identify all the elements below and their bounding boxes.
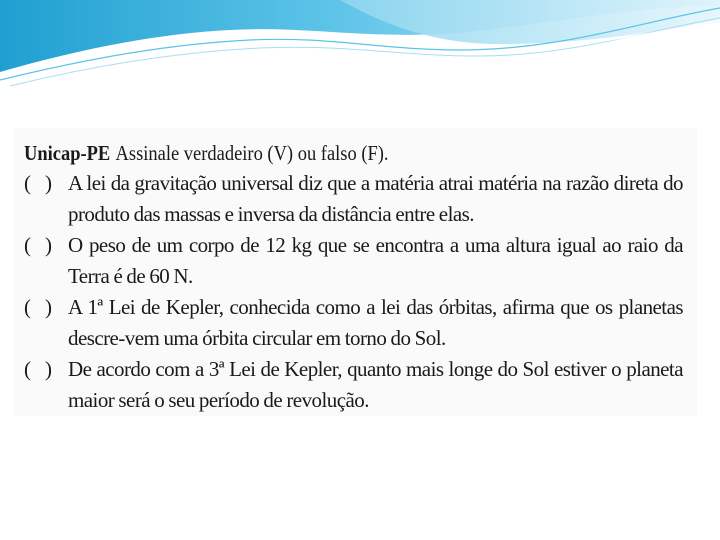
statement-item bbox=[24, 292, 689, 354]
answer-blank-target[interactable] bbox=[30, 173, 44, 193]
answer-blank-target[interactable] bbox=[30, 359, 44, 379]
question-header bbox=[24, 138, 609, 168]
question-prompt: Assinale verdadeiro (V) ou falso (F). bbox=[115, 141, 389, 165]
blank-close-paren: ) bbox=[45, 295, 52, 319]
statement-item bbox=[24, 168, 689, 230]
blank-close-paren: ) bbox=[45, 233, 52, 257]
statement-text: O peso de um corpo de 12 kg que se encontra a uma altura igual ao raio da Terra é de 60 N. bbox=[68, 233, 683, 288]
blank-close-paren: ) bbox=[45, 357, 52, 381]
statement-text: De acordo com a 3ª Lei de Kepler, quanto mais longe do Sol estiver o planeta maior será o seu período de revolução. bbox=[68, 357, 683, 412]
answer-blank bbox=[24, 168, 68, 199]
answer-blank-target[interactable] bbox=[30, 235, 44, 255]
blank-close-paren: ) bbox=[45, 171, 52, 195]
blank-open-paren: ( bbox=[24, 357, 31, 381]
statement-text: A lei da gravitação universal diz que a matéria atrai matéria na razão direta do produto das massas e inversa da distância entre elas. bbox=[68, 171, 683, 226]
question-panel bbox=[14, 128, 697, 416]
blank-open-paren: ( bbox=[24, 295, 31, 319]
answer-blank bbox=[24, 354, 68, 385]
answer-blank bbox=[24, 292, 68, 323]
statement-item bbox=[24, 230, 689, 292]
blank-open-paren: ( bbox=[24, 171, 31, 195]
statement-text: A 1ª Lei de Kepler, conhecida como a lei das órbitas, afirma que os planetas descre-vem uma órbita circular em torno do Sol. bbox=[68, 295, 683, 350]
question-source: Unicap-PE bbox=[24, 141, 111, 165]
wave-light-shape bbox=[340, 0, 720, 44]
answer-blank bbox=[24, 230, 68, 261]
blank-open-paren: ( bbox=[24, 233, 31, 257]
statement-item bbox=[24, 354, 689, 416]
header-wave-decoration bbox=[0, 0, 720, 90]
answer-blank-target[interactable] bbox=[30, 297, 44, 317]
